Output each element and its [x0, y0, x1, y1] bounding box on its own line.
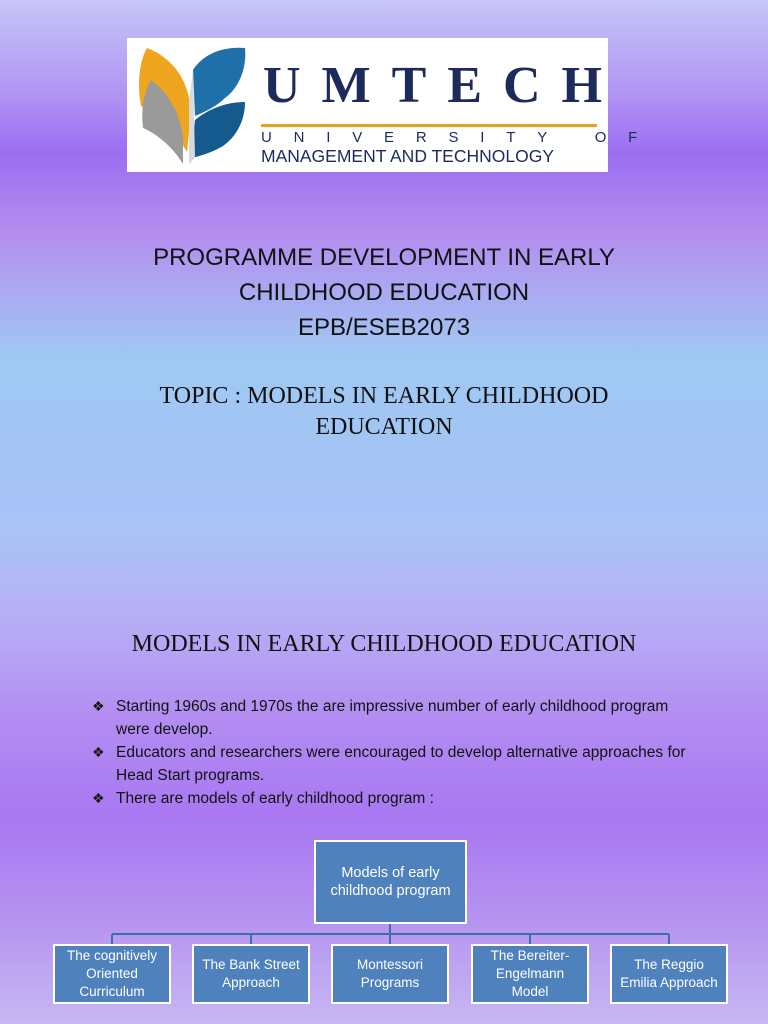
course-code: EPB/ESEB2073 [297, 314, 471, 341]
course-title [0, 240, 768, 345]
diagram-root-node: Models of early childhood program [314, 840, 467, 924]
diagram-child-node: Montessori Programs [331, 944, 449, 1004]
logo-subtitle-line2: MANAGEMENT AND TECHNOLOGY [261, 146, 555, 166]
models-slide [0, 512, 768, 1024]
diamond-bullet-icon: ❖ [92, 790, 105, 806]
diamond-bullet-icon: ❖ [92, 744, 105, 760]
bullet-text: Starting 1960s and 1970s the are impressive number of early childhood program were develop. [116, 698, 669, 738]
diagram-child-node: The cognitively Oriented Curriculum [53, 944, 171, 1004]
diagram-child-node: The Bank Street Approach [192, 944, 310, 1004]
logo-subtitle-line1: UNIVERSITY OF [261, 129, 660, 146]
brand-name: UMTECH [263, 57, 623, 114]
university-logo [127, 38, 660, 172]
topic-title [0, 381, 768, 443]
brand-rule [261, 124, 597, 127]
leaf-logo-icon [133, 40, 255, 168]
topic-line: EDUCATION [315, 414, 453, 440]
diagram-child-node: The Bereiter-Engelmann Model [471, 944, 589, 1004]
bullet-text: Educators and researchers were encouraged to develop alternative approaches for Head Start programs. [116, 744, 686, 784]
diamond-bullet-icon: ❖ [92, 698, 105, 714]
topic-line: TOPIC : MODELS IN EARLY CHILDHOOD [159, 383, 609, 409]
course-title-line: PROGRAMME DEVELOPMENT IN EARLY [153, 244, 615, 271]
slide-title: MODELS IN EARLY CHILDHOOD EDUCATION [131, 631, 637, 657]
bullet-text: There are models of early childhood program : [116, 790, 434, 807]
course-title-line: CHILDHOOD EDUCATION [238, 279, 530, 306]
diagram-child-node: The Reggio Emilia Approach [610, 944, 728, 1004]
